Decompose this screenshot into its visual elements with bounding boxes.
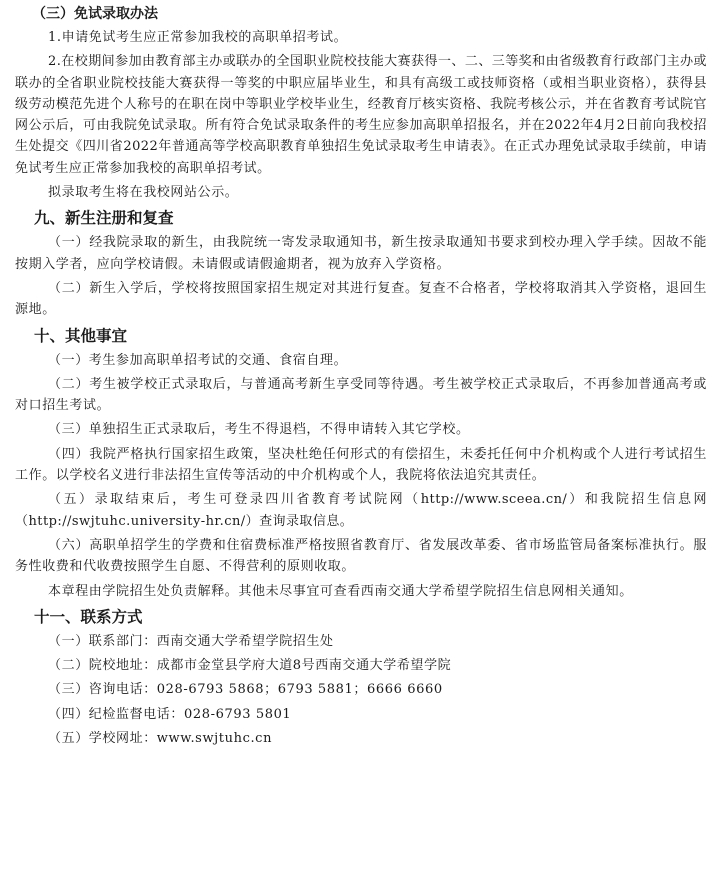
contact-department: （一）联系部门：西南交通大学希望学院招生处 — [48, 633, 334, 649]
paragraph-other-4: （四）我院严格执行国家招生政策，坚决杜绝任何形式的有偿招生，未委托任何中介机构或个人进行考试招生工作。以学校名义进行非法招生宣传等活动的中介机构或个人，我院将依法追究其责任。 — [15, 446, 707, 484]
section-title-registration: 九、新生注册和复查 — [34, 209, 174, 228]
contact-phone: （三）咨询电话：028-6793 5868；6793 5881；6666 6660 — [48, 682, 443, 698]
contact-address: （二）院校地址：成都市金堂县学府大道8号西南交通大学希望学院 — [48, 658, 452, 674]
contact-supervision-phone: （四）纪检监督电话：028-6793 5801 — [48, 706, 292, 722]
section-title-exempt-admission: （三）免试录取办法 — [32, 6, 158, 22]
paragraph-registration-2: （二）新生入学后，学校将按照国家招生规定对其进行复查。复查不合格者，学校将取消其入学资格，退回生源地。 — [15, 280, 707, 318]
section-title-contact: 十一、联系方式 — [34, 607, 143, 626]
section-title-other-matters: 十、其他事宜 — [34, 326, 128, 345]
paragraph-exempt-1: 1.申请免试考生应正常参加我校的高职单招考试。 — [48, 30, 348, 45]
paragraph-other-1: （一）考生参加高职单招考试的交通、食宿自理。 — [48, 352, 348, 368]
paragraph-other-5: （五）录取结束后，考生可登录四川省教育考试院网（http://www.sceea.cn/）和我院招生信息网（http://swjtuhc.university-hr.cn/）查询录取信息。 — [15, 492, 707, 529]
paragraph-other-7: 本章程由学院招生处负责解释。其他未尽事宜可查看西南交通大学希望学院招生信息网相关通知。 — [48, 583, 633, 599]
paragraph-other-2: （二）考生被学校正式录取后，与普通高考新生享受同等待遇。考生被学校正式录取后，不再参加普通高考或对口招生考试。 — [15, 376, 707, 414]
contact-website: （五）学校网址：www.swjtuhc.cn — [48, 731, 273, 747]
document-body — [15, 0, 707, 752]
paragraph-other-6: （六）高职单招学生的学费和住宿费标准严格按照省教育厅、省发展改革委、省市场监管局备案标准执行。服务性收费和代收费按照学生自愿、不得营利的原则收取。 — [15, 537, 707, 575]
paragraph-exempt-3: 拟录取考生将在我校网站公示。 — [48, 185, 239, 201]
paragraph-registration-1: （一）经我院录取的新生，由我院统一寄发录取通知书，新生按录取通知书要求到校办理入学手续。因故不能按期入学者，应向学校请假。未请假或请假逾期者，视为放弃入学资格。 — [15, 235, 707, 272]
paragraph-exempt-2: 2.在校期间参加由教育部主办或联办的全国职业院校技能大赛获得一、二、三等奖和由省级教育行政部门主办或联办的全省职业院校技能大赛获得一等奖的中职应届毕业生，和具有高级工或技师资格（或相当职业资格），获得县级劳动模范先进个人称号的在职在岗中等职业学校毕业生，经教育厅核实资格、我院考核公示，并在省教育考试院官网公示后，可由我院免试录取。所有符合免试录取条件的考生应参加高职单招报名，并在2022年4月2日前向我校招生处提交《四川省2022年普通高等学校高职教育单独招生免试录取考生申请表》。在正式办理免试录取手续前，申请免试考生应正常参加我校的高职单招考试。 — [15, 54, 707, 176]
paragraph-other-3: （三）单独招生正式录取后，考生不得退档，不得申请转入其它学校。 — [48, 422, 470, 438]
